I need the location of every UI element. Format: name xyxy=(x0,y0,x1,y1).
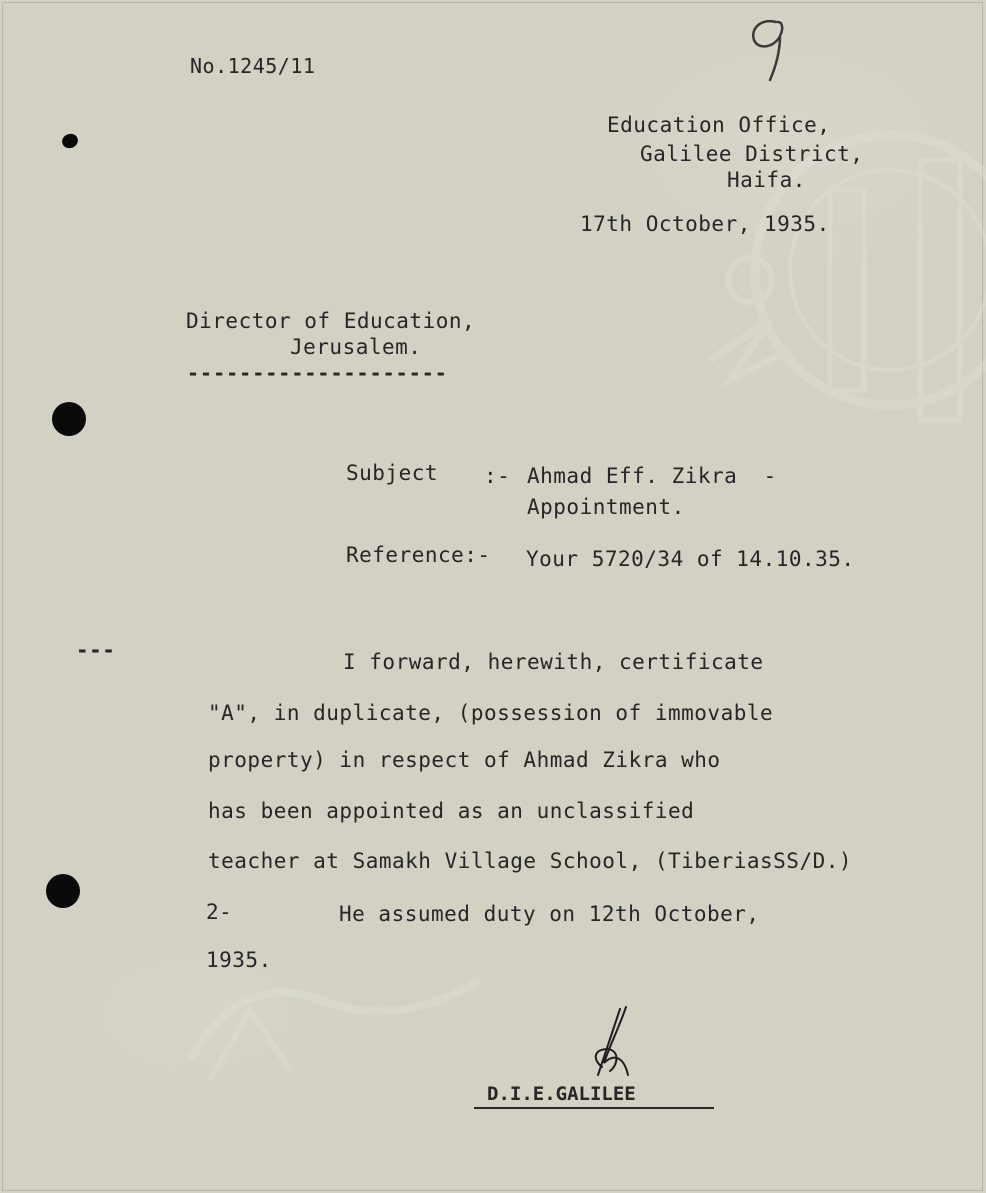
address-line-2: Galilee District, xyxy=(640,142,864,166)
reference-text: Your 5720/34 of 14.10.35. xyxy=(526,547,855,571)
body-line-4: has been appointed as an unclassified xyxy=(208,799,695,823)
ink-blot xyxy=(60,132,80,151)
letter-date: 17th October, 1935. xyxy=(580,212,830,236)
margin-mark: --- xyxy=(76,638,116,662)
signature-block: D.I.E.GALILEE xyxy=(487,1083,636,1105)
page-border xyxy=(2,2,983,1191)
address-line-1: Education Office, xyxy=(607,113,831,137)
reference-number: No.1245/11 xyxy=(190,54,316,78)
subject-text-1: Ahmad Eff. Zikra - xyxy=(527,464,777,488)
reference-label: Reference:- xyxy=(346,543,491,567)
recipient-line-2: Jerusalem. xyxy=(290,335,422,359)
address-line-3: Haifa. xyxy=(727,168,806,192)
handwritten-folio-number xyxy=(740,14,800,84)
subject-label: Subject xyxy=(346,461,439,485)
body-line-5: teacher at Samakh Village School, (TiberiasSS/D.) xyxy=(208,849,853,873)
signature-underline xyxy=(474,1107,714,1109)
paragraph-2-continuation: 1935. xyxy=(206,948,272,972)
subject-separator: :- xyxy=(484,464,511,488)
punch-hole-bottom xyxy=(46,874,80,908)
paragraph-2-number: 2- xyxy=(206,900,233,924)
body-line-3: property) in respect of Ahmad Zikra who xyxy=(208,748,721,772)
body-line-1: I forward, herewith, certificate xyxy=(343,650,764,674)
recipient-line-1: Director of Education, xyxy=(186,309,476,333)
recipient-underline: -------------------- xyxy=(187,361,448,385)
punch-hole-top xyxy=(52,402,86,436)
subject-text-2: Appointment. xyxy=(527,495,685,519)
handwritten-signature xyxy=(580,1005,650,1085)
paragraph-2-text: He assumed duty on 12th October, xyxy=(339,902,760,926)
body-line-2: "A", in duplicate, (possession of immovable xyxy=(208,701,774,725)
